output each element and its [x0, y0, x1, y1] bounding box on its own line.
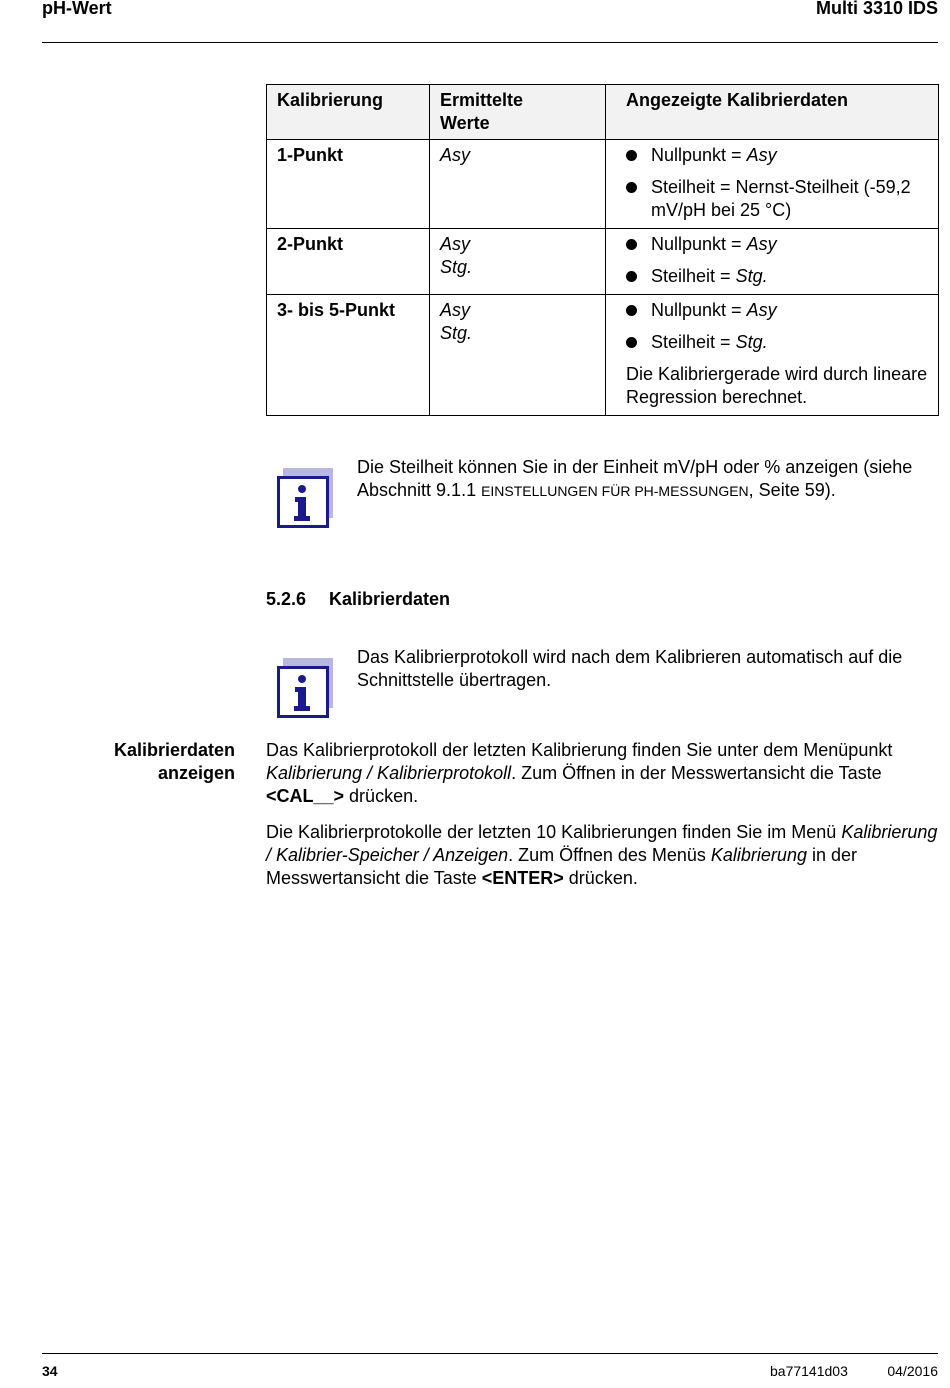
header-rule [42, 42, 938, 43]
footer-rule [42, 1353, 938, 1354]
table-row [267, 140, 939, 229]
row-label: 3- bis 5-Punkt [267, 295, 430, 416]
list-item: Nullpunkt = Asy [626, 144, 928, 167]
row-label: 2-Punkt [267, 229, 430, 295]
list-item: Steilheit = Stg. [626, 331, 928, 354]
bullet-icon [626, 239, 637, 250]
bullet-icon [626, 305, 637, 316]
table-row [267, 295, 939, 416]
column-header: Kalibrierung [267, 85, 430, 140]
section-title: Kalibrierdaten [329, 589, 451, 609]
row-calibration-data [606, 295, 939, 416]
info-note-slope-unit: Die Steilheit können Sie in der Einheit mV/pH oder % anzeigen (siehe Abschnitt 9.1.1 EINSTELLUNGEN FÜR PH-MESSUNGEN, Seite 59). [357, 457, 913, 500]
header-left: pH-Wert [42, 0, 112, 18]
menu-name: Kalibrierung [710, 845, 807, 865]
info-note-protocol-transfer: Das Kalibrierprotokoll wird nach dem Kalibrieren automatisch auf die Schnittstelle übertragen. [357, 647, 903, 690]
value: Stg. [440, 257, 473, 277]
paragraph-cal-memory: Die Kalibrierprotokolle der letzten 10 Kalibrierungen finden Sie im Menü Kalibrierung / Kalibrier-Speicher / Anzeigen. Zum Öffnen des Menüs Kalibrierung in der Messwertansicht die Taste <ENTER> drücken. [266, 822, 938, 888]
row-values [430, 229, 606, 295]
list-item: Steilheit = Stg. [626, 265, 928, 288]
row-values [430, 140, 606, 229]
row-values [430, 295, 606, 416]
cross-reference[interactable]: EINSTELLUNGEN FÜR PH-MESSUNGEN [481, 483, 749, 499]
paragraph-cal-protocol: Das Kalibrierprotokoll der letzten Kalibrierung finden Sie unter dem Menüpunkt Kalibrierung / Kalibrierprotokoll. Zum Öffnen in der Messwertansicht die Taste <CAL__> drücken. [266, 740, 893, 806]
header-right: Multi 3310 IDS [815, 0, 938, 18]
value: Asy [440, 300, 471, 320]
info-icon [277, 658, 335, 718]
key-name: <CAL__> [266, 786, 345, 806]
value: Asy [440, 234, 471, 254]
document-date: 04/2016 [887, 1363, 938, 1379]
row-calibration-data [606, 229, 939, 295]
bullet-icon [626, 182, 637, 193]
bullet-icon [626, 150, 637, 161]
list-item: Nullpunkt = Asy [626, 233, 928, 256]
sidebar-heading: Kalibrierdaten anzeigen [113, 740, 235, 783]
info-icon [277, 468, 335, 528]
column-header: Angezeigte Kalibrierdaten [606, 85, 939, 140]
menu-path: Kalibrierung / Kalibrierprotokoll [266, 763, 512, 783]
bullet-icon [626, 271, 637, 282]
row-label: 1-Punkt [267, 140, 430, 229]
bullet-icon [626, 337, 637, 348]
menu-path: Kalibrierung / Kalibrier-Speicher / Anzeigen [266, 822, 938, 865]
table-header-row [267, 85, 939, 140]
key-name: <ENTER> [481, 868, 564, 888]
value: Asy [440, 145, 471, 165]
list-item: Nullpunkt = Asy [626, 299, 928, 322]
page-number: 34 [42, 1363, 58, 1379]
table-row [267, 229, 939, 295]
section-number: 5.2.6 [266, 589, 307, 609]
column-header: Ermittelte Werte [430, 85, 606, 140]
list-item: Steilheit = Nernst-Steilheit (-59,2 mV/pH bei 25 °C) [626, 176, 928, 222]
table-note: Die Kalibriergerade wird durch lineare Regression berechnet. [626, 364, 928, 407]
document-id: ba77141d03 [770, 1363, 848, 1379]
calibration-table [266, 84, 939, 416]
row-calibration-data [606, 140, 939, 229]
value: Stg. [440, 323, 473, 343]
